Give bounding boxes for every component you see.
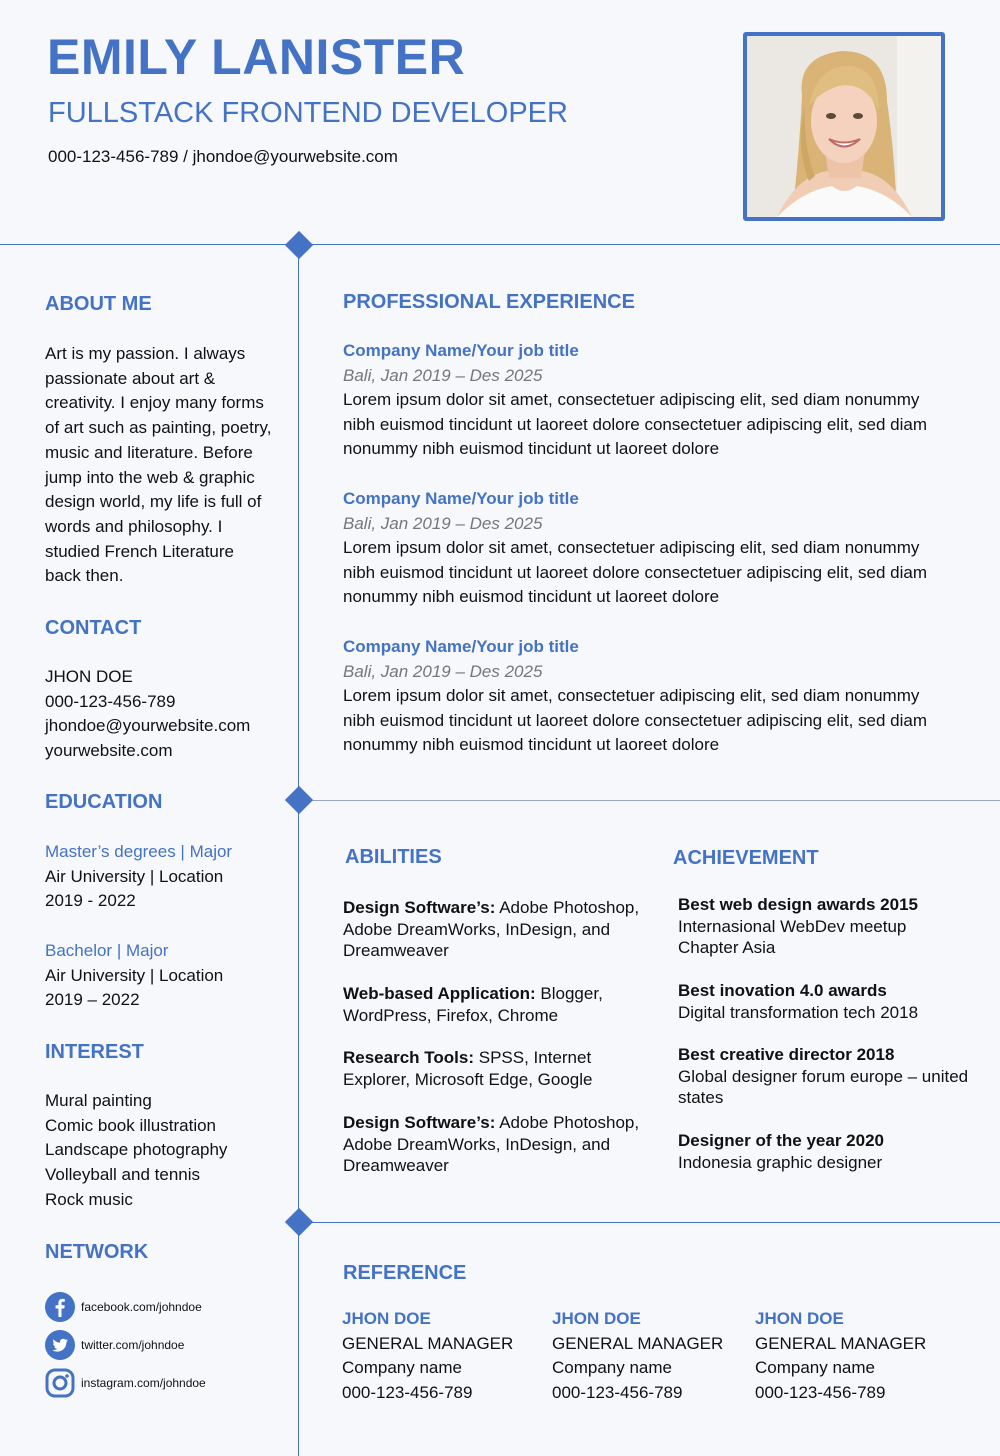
job-role: FULLSTACK FRONTEND DEVELOPER <box>48 97 568 129</box>
reference-company: Company name <box>552 1358 673 1378</box>
ability-label: Design Software’s: <box>343 1113 496 1132</box>
ability-label: Design Software’s: <box>343 898 496 917</box>
job-entry <box>343 487 943 610</box>
education-years: 2019 – 2022 <box>45 990 140 1009</box>
ability-label: Research Tools: <box>343 1048 475 1067</box>
interest-title: INTEREST <box>45 1041 144 1063</box>
facebook-icon <box>45 1292 75 1322</box>
achievement-item: Designer of the year 2020 Indonesia graphic designer <box>678 1131 884 1172</box>
job-title: Company Name/Your job title <box>343 341 579 360</box>
interest-item: Landscape photography <box>45 1140 228 1160</box>
job-entry <box>343 635 943 758</box>
interest-item: Rock music <box>45 1189 133 1209</box>
reference-card <box>552 1307 723 1406</box>
twitter-icon <box>45 1330 75 1360</box>
education-school: Air University | Location <box>45 965 224 985</box>
contact-name: JHON DOE <box>45 667 133 686</box>
contact-website[interactable]: yourwebsite.com <box>45 741 173 761</box>
reference-company: Company name <box>755 1358 876 1378</box>
job-title: Company Name/Your job title <box>343 637 579 656</box>
job-date: Bali, Jan 2019 – Des 2025 <box>343 513 543 533</box>
education-school: Air University | Location <box>45 866 224 886</box>
reference-card <box>755 1307 926 1406</box>
network-link-text: twitter.com/johndoe <box>81 1338 185 1352</box>
network-link-text: instagram.com/johndoe <box>81 1376 206 1390</box>
divider-diamond <box>285 1208 313 1236</box>
network-facebook[interactable] <box>45 1291 202 1323</box>
reference-divider <box>298 1222 1000 1223</box>
job-description-line: nonummy nibh euismod tincidunt ut laoreet dolore <box>343 735 720 755</box>
job-description-line: nonummy nibh euismod tincidunt ut laoreet dolore <box>343 587 720 607</box>
reference-name: JHON DOE <box>755 1309 844 1328</box>
achievement-title: ACHIEVEMENT <box>673 847 819 869</box>
achievement-item: Best web design awards 2015 Internasional WebDev meetup Chapter Asia <box>678 895 918 957</box>
education-degree: Bachelor | Major <box>45 941 169 960</box>
job-description-line: Lorem ipsum dolor sit amet, consectetuer adipiscing elit, sed diam nonummy <box>343 686 920 705</box>
education-item <box>45 939 223 1013</box>
achievement-item: Best inovation 4.0 awards Digital transformation tech 2018 <box>678 981 919 1022</box>
job-description-line: nibh euismod tincidunt ut laoreet dolore consectetuer adipiscing elit, sed diam <box>343 414 928 434</box>
resume-name: EMILY LANISTER <box>47 29 466 85</box>
interest-item: Volleyball and tennis <box>45 1165 201 1185</box>
job-description-line: nibh euismod tincidunt ut laoreet dolore consectetuer adipiscing elit, sed diam <box>343 562 928 582</box>
education-years: 2019 - 2022 <box>45 891 136 910</box>
contact-phone: 000-123-456-789 <box>45 691 176 711</box>
job-date: Bali, Jan 2019 – Des 2025 <box>343 365 543 385</box>
job-description-line: Lorem ipsum dolor sit amet, consectetuer adipiscing elit, sed diam nonummy <box>343 538 920 557</box>
job-description-line: nibh euismod tincidunt ut laoreet dolore consectetuer adipiscing elit, sed diam <box>343 710 928 730</box>
interest-item: Mural painting <box>45 1091 152 1110</box>
ability-label: Web-based Application: <box>343 984 536 1003</box>
ability-item: Design Software’s: Adobe Photoshop, Adobe DreamWorks, InDesign, and Dreamweaver <box>343 898 640 960</box>
reference-position: GENERAL MANAGER <box>552 1333 724 1353</box>
network-link-text: facebook.com/johndoe <box>81 1300 202 1314</box>
job-date: Bali, Jan 2019 – Des 2025 <box>343 661 543 681</box>
network-twitter[interactable] <box>45 1329 184 1361</box>
reference-company: Company name <box>342 1358 463 1378</box>
ability-item: Research Tools: SPSS, Internet Explorer, Microsoft Edge, Google <box>343 1048 593 1089</box>
ability-item: Design Software’s: Adobe Photoshop, Adobe DreamWorks, InDesign, and Dreamweaver <box>343 1113 640 1175</box>
contact-details <box>45 665 250 764</box>
education-title: EDUCATION <box>45 791 163 813</box>
reference-phone: 000-123-456-789 <box>755 1383 886 1403</box>
reference-name: JHON DOE <box>552 1309 641 1328</box>
education-item <box>45 840 232 914</box>
experience-divider <box>298 800 1000 801</box>
header-contact: 000-123-456-789 / jhondoe@yourwebsite.com <box>48 147 398 166</box>
abilities-title: ABILITIES <box>345 846 442 868</box>
job-title: Company Name/Your job title <box>343 489 579 508</box>
reference-phone: 000-123-456-789 <box>552 1383 683 1403</box>
experience-title: PROFESSIONAL EXPERIENCE <box>343 291 635 313</box>
network-instagram[interactable] <box>45 1367 206 1399</box>
job-description-line: nonummy nibh euismod tincidunt ut laoreet dolore <box>343 439 720 459</box>
reference-phone: 000-123-456-789 <box>342 1383 473 1403</box>
divider-diamond <box>285 786 313 814</box>
ability-item: Web-based Application: Blogger, WordPress, Firefox, Chrome <box>343 984 603 1025</box>
reference-title: REFERENCE <box>343 1262 467 1284</box>
interest-list <box>45 1089 227 1213</box>
portrait-image <box>747 36 941 217</box>
achievement-item: Best creative director 2018 Global designer forum europe – united states <box>678 1045 969 1107</box>
job-description-line: Lorem ipsum dolor sit amet, consectetuer adipiscing elit, sed diam nonummy <box>343 390 920 409</box>
profile-photo <box>743 32 945 221</box>
contact-email[interactable]: jhondoe@yourwebsite.com <box>45 716 251 736</box>
header-divider <box>0 244 1000 245</box>
reference-card <box>342 1307 513 1406</box>
reference-position: GENERAL MANAGER <box>755 1333 927 1353</box>
reference-position: GENERAL MANAGER <box>342 1333 514 1353</box>
contact-title: CONTACT <box>45 617 142 639</box>
network-title: NETWORK <box>45 1241 149 1263</box>
instagram-icon <box>45 1368 75 1398</box>
interest-item: Comic book illustration <box>45 1115 217 1135</box>
education-degree: Master’s degrees | Major <box>45 842 233 861</box>
about-title: ABOUT ME <box>45 293 152 315</box>
divider-diamond <box>285 231 313 259</box>
column-divider <box>298 244 299 1456</box>
reference-name: JHON DOE <box>342 1309 431 1328</box>
about-text: Art is my passion. I always passionate about art & creativity. I enjoy many forms of art such as painting, poetry, music and literature. Before jump into the web & graphic design world, my life is full of words and philosophy. I studied French Literature back then. <box>45 344 272 586</box>
job-entry <box>343 339 943 462</box>
